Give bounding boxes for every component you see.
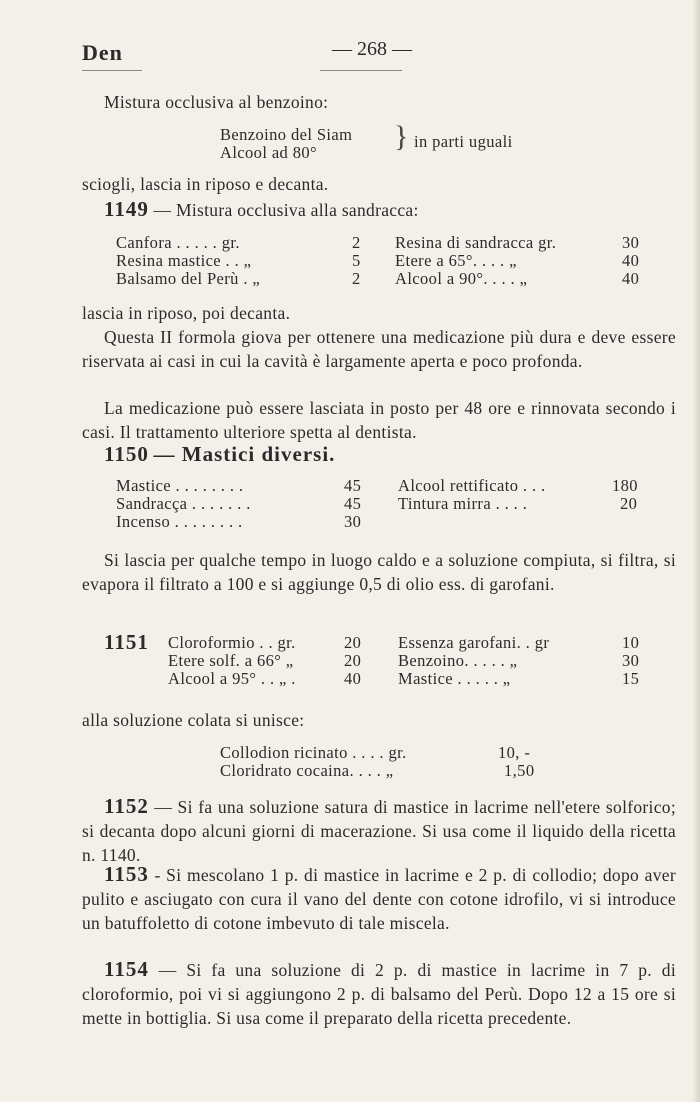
- ingredient-qty: 30: [344, 512, 362, 531]
- ingredient-qty: 10, -: [498, 743, 531, 762]
- ingredient-name: Balsamo del Perù . „: [116, 269, 261, 288]
- ingredient-qty: 1,50: [504, 761, 535, 780]
- intro-after: sciogli, lascia in riposo e decanta.: [82, 174, 329, 194]
- paragraph: alla soluzione colata si unisce:: [82, 710, 305, 730]
- ingredient-qty: 5: [352, 251, 361, 270]
- recipe-1154: [82, 957, 676, 1030]
- recipe-text: — Si fa una soluzione di 2 p. di mastice in lacrime in 7 p. di cloroformio, poi vi si aggiungono 2 p. di balsamo del Perù. Dopo 12 a 15 ore si mette in bottiglia. Si usa come il preparato della ricetta precedente.: [82, 960, 676, 1028]
- ingredient-name: Resina mastice . . „: [116, 251, 252, 270]
- ingredient-name: Tintura mirra . . . .: [398, 494, 528, 513]
- paragraph: Questa II formola giova per ottenere una medicazione più dura e deve essere riservata ai casi in cui la cavità è largamente aperta e poco profonda.: [82, 327, 676, 371]
- ingredient-name: Canfora . . . . . gr.: [116, 233, 240, 252]
- ingredient-qty: 40: [622, 269, 640, 288]
- brace-text: in parti uguali: [414, 132, 513, 151]
- paragraph: La medicazione può essere lasciata in posto per 48 ore e rinnovata secondo i casi. Il trattamento ulteriore spetta al dentista.: [82, 398, 676, 442]
- recipe-number: 1149: [104, 197, 149, 221]
- ingredient-qty: 30: [622, 651, 640, 670]
- recipe-title: — Mastici diversi.: [153, 442, 336, 466]
- brace: }: [394, 120, 409, 153]
- intro-title: Mistura occlusiva al benzoino:: [104, 92, 329, 112]
- ingredient-name: Cloroformio . . gr.: [168, 633, 296, 652]
- ingredient-name: Benzoino. . . . . „: [398, 651, 518, 670]
- ingredient-qty: 15: [622, 669, 640, 688]
- ingredient-name: Incenso . . . . . . . .: [116, 512, 243, 531]
- recipe-1153: [82, 862, 676, 935]
- ingredient-qty: 30: [622, 233, 640, 252]
- recipe-heading-1151: [104, 630, 149, 655]
- page-edge-shadow: [692, 0, 700, 1102]
- recipe-number: 1150: [104, 442, 149, 466]
- paragraph: Si lascia per qualche tempo in luogo caldo e a soluzione compiuta, si filtra, si evapora il filtrato a 100 e si aggiunge 0,5 di olio ess. di garofani.: [82, 550, 676, 594]
- ingredient-qty: 2: [352, 233, 361, 252]
- ingredient-name: Mastice . . . . . „: [398, 669, 511, 688]
- recipe-1152: [82, 794, 676, 867]
- ingredient-qty: 40: [344, 669, 362, 688]
- ingredient-name: Resina di sandracca gr.: [395, 233, 557, 252]
- ingredient-qty: 2: [352, 269, 361, 288]
- ingredient-name: Essenza garofani. . gr: [398, 633, 550, 652]
- intro-ingredient: Alcool ad 80°: [220, 143, 318, 162]
- header-rule-left: [82, 70, 142, 71]
- intro-ingredient: Benzoino del Siam: [220, 125, 353, 144]
- ingredient-name: Etere solf. a 66° „: [168, 651, 294, 670]
- recipe-heading-1149: [104, 197, 419, 222]
- recipe-text: — Si fa una soluzione satura di mastice in lacrime nell'etere solforico; si decanta dopo alcuni giorni di macerazione. Si usa come il liquido della ricetta n. 1140.: [82, 797, 676, 865]
- recipe-number: 1152: [104, 794, 149, 818]
- ingredient-qty: 10: [622, 633, 640, 652]
- ingredient-name: Alcool rettificato . . .: [398, 476, 546, 495]
- ingredient-name: Sandracça . . . . . . .: [116, 494, 251, 513]
- ingredient-qty: 45: [344, 494, 362, 513]
- recipe-text: - Si mescolano 1 p. di mastice in lacrime e 2 p. di collodio; dopo aver pulito e asciugato con cura il vano del dente con cotone idrofilo, vi si introduce un batuffoletto di cotone imbevuto di tale miscela.: [82, 865, 676, 933]
- ingredient-name: Collodion ricinato . . . . gr.: [220, 743, 407, 762]
- page-number: — 268 —: [332, 38, 412, 60]
- ingredient-name: Mastice . . . . . . . .: [116, 476, 244, 495]
- ingredient-name: Cloridrato cocaina. . . . „: [220, 761, 394, 780]
- recipe-number: 1153: [104, 862, 149, 886]
- recipe-heading-1150: [104, 442, 335, 467]
- ingredient-name: Alcool a 95° . . „ .: [168, 669, 296, 688]
- ingredient-qty: 20: [620, 494, 638, 513]
- ingredient-qty: 45: [344, 476, 362, 495]
- ingredient-name: Etere a 65°. . . . „: [395, 251, 517, 270]
- recipe-title: — Mistura occlusiva alla sandracca:: [153, 200, 419, 220]
- ingredient-qty: 20: [344, 651, 362, 670]
- paragraph: lascia in riposo, poi decanta.: [82, 303, 291, 323]
- running-head: Den: [82, 40, 123, 65]
- ingredient-qty: 180: [612, 476, 638, 495]
- ingredient-name: Alcool a 90°. . . . „: [395, 269, 528, 288]
- recipe-number: 1151: [104, 630, 149, 654]
- header-rule-center: [320, 70, 402, 71]
- recipe-number: 1154: [104, 957, 149, 981]
- ingredient-qty: 40: [622, 251, 640, 270]
- ingredient-qty: 20: [344, 633, 362, 652]
